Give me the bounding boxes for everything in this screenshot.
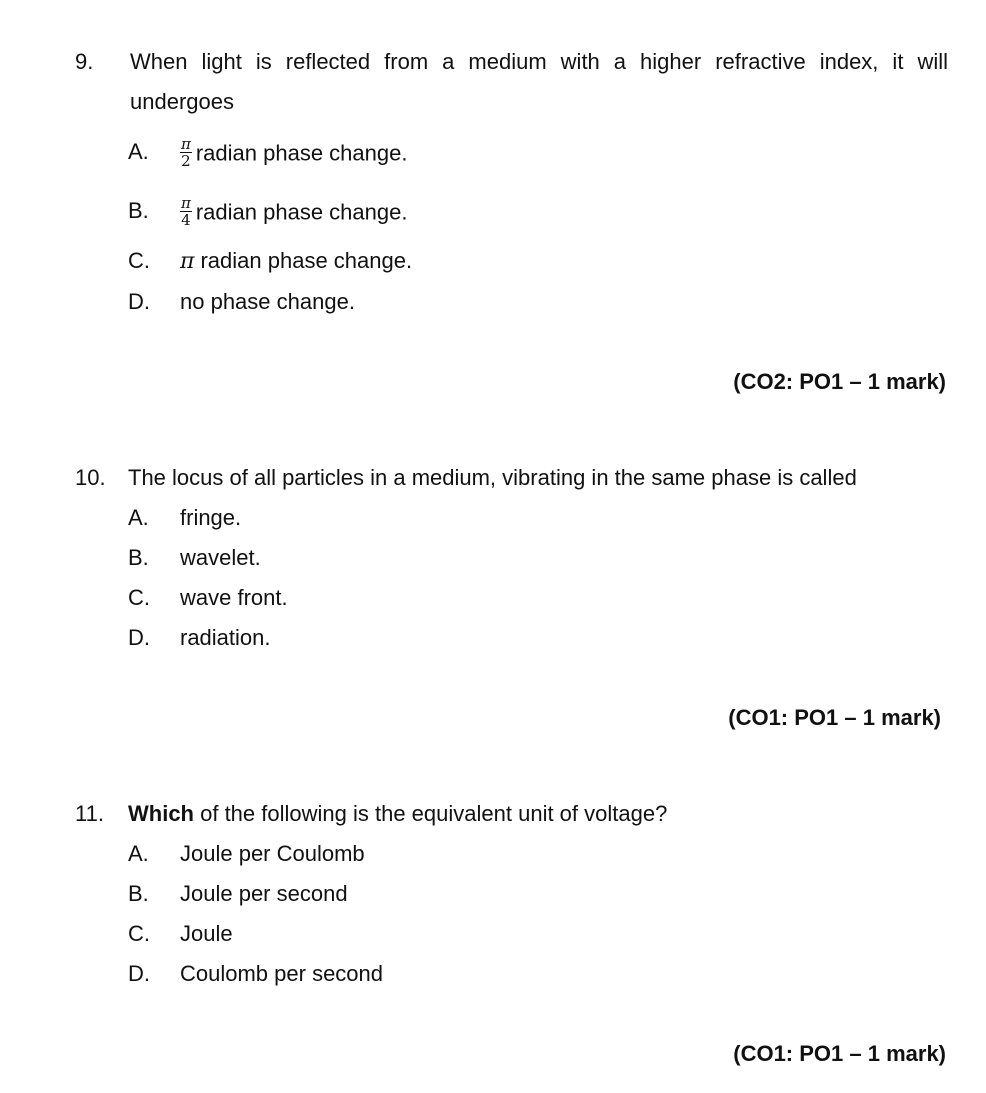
fraction-denominator: 2 [181,152,191,170]
option-letter: D. [128,289,150,314]
option-letter: C. [128,248,150,273]
fraction [180,136,192,169]
option-text [180,247,412,276]
question-number: 10. [75,465,106,490]
option-letter: B. [128,198,149,223]
fraction-numerator: π [181,194,191,212]
option-letter: B. [128,881,149,906]
option-label: radian phase change. [195,140,408,166]
marks-label: (CO1: PO1 – 1 mark) [728,705,941,730]
option-text [180,194,408,230]
fraction [180,195,192,228]
option-label: Joule per second [180,881,348,906]
option-label: radian phase change. [195,199,408,225]
question-text-line2: undergoes [130,89,234,114]
option-label: radiation. [180,625,271,650]
option-label: fringe. [180,505,242,530]
option-label: Coulomb per second [180,961,384,986]
option-letter: D. [128,961,150,986]
option-label: Joule [180,921,233,946]
question-number: 11. [75,801,104,826]
option-label: wave front. [180,585,288,610]
question-text-rest: of the following is the equivalent unit of voltage? [194,801,668,826]
option-label: no phase change. [180,289,355,314]
marks-label: (CO1: PO1 – 1 mark) [733,1041,946,1066]
option-letter: A. [128,505,149,530]
pi-symbol: π [180,249,195,274]
option-letter: B. [128,545,149,570]
option-letter: C. [128,585,150,610]
fraction-numerator: π [181,135,191,153]
option-label: wavelet. [180,545,261,570]
option-text [180,135,408,171]
option-letter: A. [128,139,149,164]
fraction-denominator: 4 [181,211,191,229]
option-letter: D. [128,625,150,650]
question-text-bold: Which [128,801,194,826]
option-label: Joule per Coulomb [180,841,365,866]
question-text: The locus of all particles in a medium, vibrating in the same phase is called [128,465,857,490]
option-letter: A. [128,841,149,866]
marks-label: (CO2: PO1 – 1 mark) [733,369,946,394]
option-label: radian phase change. [200,248,413,273]
question-text [128,800,667,828]
question-text-line1: When light is reflected from a medium with a higher refractive index, it will [130,49,948,74]
question-number: 9. [75,49,94,74]
option-letter: C. [128,921,150,946]
